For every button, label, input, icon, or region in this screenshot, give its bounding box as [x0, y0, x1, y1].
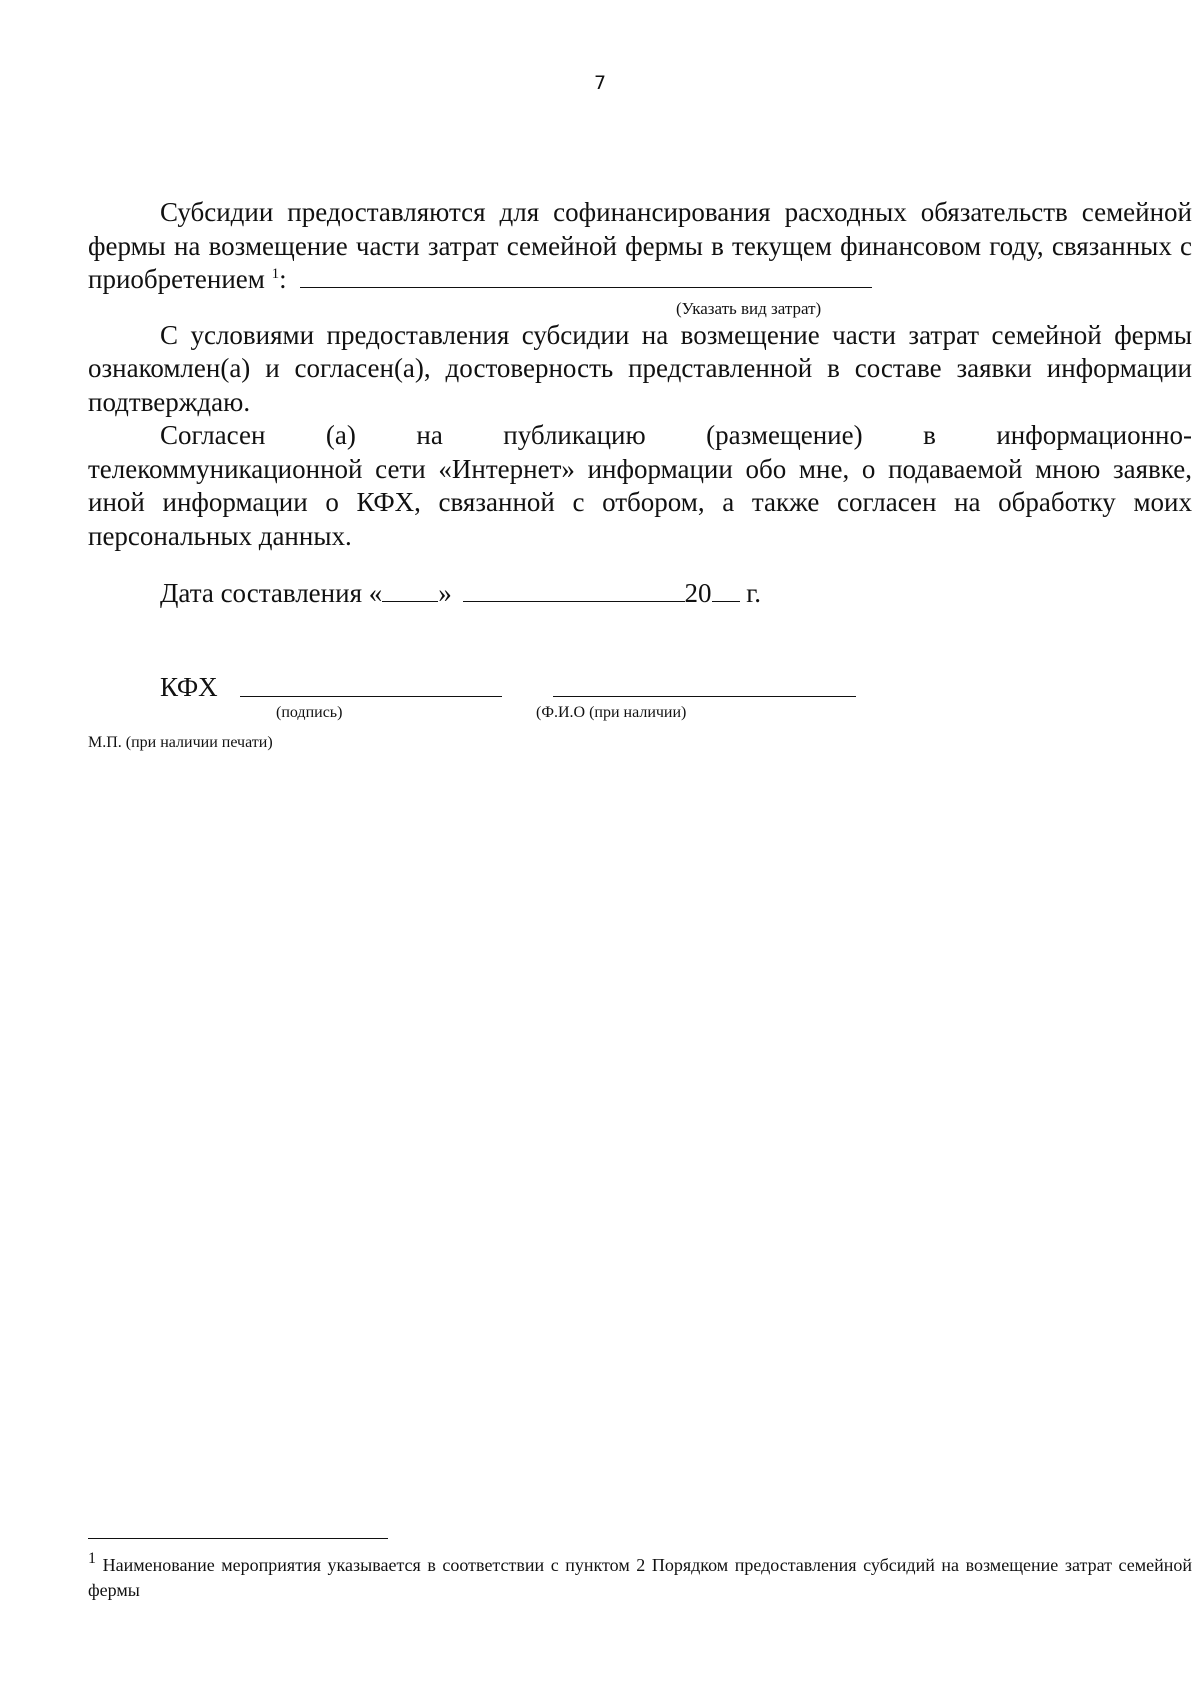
- date-year-suffix: г.: [746, 578, 762, 608]
- paragraph-consent-publication-rest: телекоммуникационной сети «Интернет» информации обо мне, о подаваемой мною заявке, иной информации о КФХ, связанной с отбором, а также согласен на обработку моих персональных данных.: [88, 453, 1192, 551]
- footnote-text: Наименование мероприятия указывается в соответствии с пунктом 2 Порядком предоставления субсидий на возмещение затрат семейной фермы: [88, 1555, 1193, 1600]
- date-year-prefix: 20: [684, 578, 712, 608]
- date-year-field[interactable]: [712, 579, 740, 602]
- signature-field[interactable]: [240, 696, 502, 697]
- stamp-note: М.П. (при наличии печати): [88, 734, 273, 751]
- footnote: [88, 1550, 1193, 1603]
- paragraph-consent-publication-line1: Согласен (а) на публикацию (размещение) в информационно-: [160, 420, 1192, 450]
- name-caption: (Ф.И.О (при наличии): [536, 704, 687, 721]
- footnote-reference: 1: [271, 266, 280, 282]
- date-row: [160, 578, 761, 609]
- cost-type-field[interactable]: [300, 265, 872, 288]
- kfh-label: КФХ: [160, 672, 218, 702]
- cost-type-caption: (Указать вид затрат): [676, 298, 822, 318]
- footnote-separator: [88, 1538, 388, 1539]
- paragraph-subsidy-purpose: [88, 196, 1192, 297]
- footnote-marker: 1: [88, 1550, 96, 1567]
- date-month-field[interactable]: [463, 579, 685, 602]
- document-body: [88, 196, 1192, 553]
- name-field[interactable]: [553, 696, 856, 697]
- paragraph-consent-conditions: С условиями предоставления субсидии на возмещение части затрат семейной фермы ознакомлен(а) и согласен(а), достоверность представленной в составе заявки информации подтверждаю.: [88, 319, 1192, 417]
- date-day-field[interactable]: [382, 579, 438, 602]
- page-number: 7: [593, 72, 607, 94]
- date-label: Дата составления «: [160, 578, 383, 608]
- colon: :: [279, 264, 287, 294]
- paragraph-subsidy-purpose-text: Субсидии предоставляются для софинансирования расходных обязательств семейной фермы на возмещение части затрат семейной фермы в текущем финансовом году, связанных с приобретением: [88, 197, 1192, 294]
- date-close-quote: »: [438, 578, 452, 608]
- signature-caption: (подпись): [276, 704, 343, 721]
